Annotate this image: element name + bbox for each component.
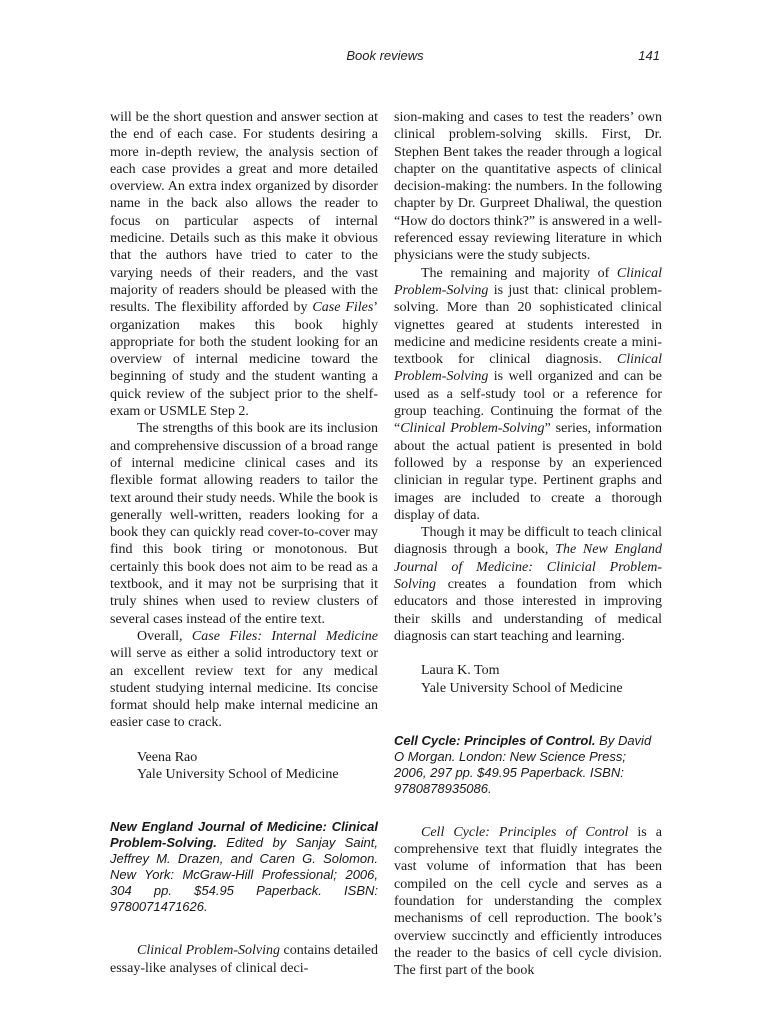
reviewer-affiliation: Yale University School of Medicine: [421, 680, 623, 696]
paragraph: Clinical Problem-Solving contains detailed essay-like analyses of clinical deci-: [110, 943, 378, 976]
left-column: [110, 109, 378, 977]
running-header-title: Book reviews: [346, 48, 424, 63]
paragraph: Though it may be difficult to teach clinical diagnosis through a book, The New England Journal of Medicine: Clinicial Problem-Solving creates a foundation from which educators and those interested in improving their skills and understanding of medical diagnosis can start teaching and learning.: [394, 525, 662, 644]
paragraph: Overall, Case Files: Internal Medicine will serve as either a solid introductory text or an excellent review text for any medical student studying internal medicine. Its concise format should help make internal medicine an easier case to crack.: [110, 628, 379, 731]
review-heading: Cell Cycle: Principles of Control. By David O Morgan. London: New Science Press; 2006, 297 pp. $49.95 Paperback. ISBN: 9780878935086.: [394, 732, 652, 796]
reviewer-name: Veena Rao: [137, 749, 198, 765]
right-column: [394, 109, 662, 979]
review-heading: New England Journal of Medicine: Clinical Problem-Solving. Edited by Sanjay Saint, Jeffrey M. Drazen, and Caren G. Solomon. New York: McGraw-Hill Professional; 2006, 304 pp. $54.95 Paperback. ISBN: 9780071471626.: [110, 819, 378, 915]
paragraph: sion-making and cases to test the readers’ own clinical problem-solving skills. First, Dr. Stephen Bent takes the reader through a logical chapter on the quantitative aspects of clinical decision-making: the numbers. In the following chapter by Dr. Gurpreet Dhaliwal, the question “How do doctors think?” is answered in a well-referenced essay reviewing literature in which physicians were the study subjects.: [394, 110, 662, 264]
reviewer-name: Laura K. Tom: [421, 663, 500, 679]
paragraph: The strengths of this book are its inclusion and comprehensive discussion of a broad range of internal medicine clinical cases and its flexible format allowing readers to tailor the text around their study needs. While the book is generally well-written, readers looking for a book they can quickly read cover-to-cover may find this book tiring or monotonous. But certainly this book does not aim to be read as a textbook, and it may not be surprising that it truly shines when used to review clusters of several cases instead of the entire text.: [110, 421, 378, 627]
page-number: 141: [638, 48, 660, 63]
paragraph: Cell Cycle: Principles of Control is a comprehensive text that fluidly integrates the vast volume of information that has been compiled on the cell cycle and serves as a foundation for understanding the complex mechanisms of cell reproduction. The book’s overview succinctly and efficiently introduces the reader to the basics of cell cycle division. The first part of the book: [394, 824, 662, 979]
reviewer-affiliation: Yale University School of Medicine: [137, 766, 339, 782]
paragraph: The remaining and majority of Clinical Problem-Solving is just that: clinical problem-solving. More than 20 sophisticated clinical vignettes geared at students interested in medicine and medicine residents create a mini-textbook for clinical diagnosis. Clinical Problem-Solving is well organized and can be used as a self-study tool or a reference for group teaching. Continuing the format of the “Clinical Problem-Solving” series, information about the actual patient is presented in bold followed by a response by an experienced clinician in regular type. Pertinent graphs and images are included to create a thorough display of data.: [394, 265, 662, 523]
paragraph: will be the short question and answer section at the end of each case. For students desiring a more in-depth review, the analysis section of each case provides a great and more detailed overview. An extra index organized by disorder name in the back also allows the reader to focus on particular aspects of internal medicine. Details such as this make it obvious that the authors have tried to cater to the varying needs of their readers, and the vast majority of readers should be pleased with the results. The flexibility afforded by Case Files’ organization makes this book highly appropriate for both the student looking for an overview of internal medicine toward the beginning of study and the student wanting a quick review of the subject prior to the shelf-exam or USMLE Step 2.: [110, 110, 378, 420]
